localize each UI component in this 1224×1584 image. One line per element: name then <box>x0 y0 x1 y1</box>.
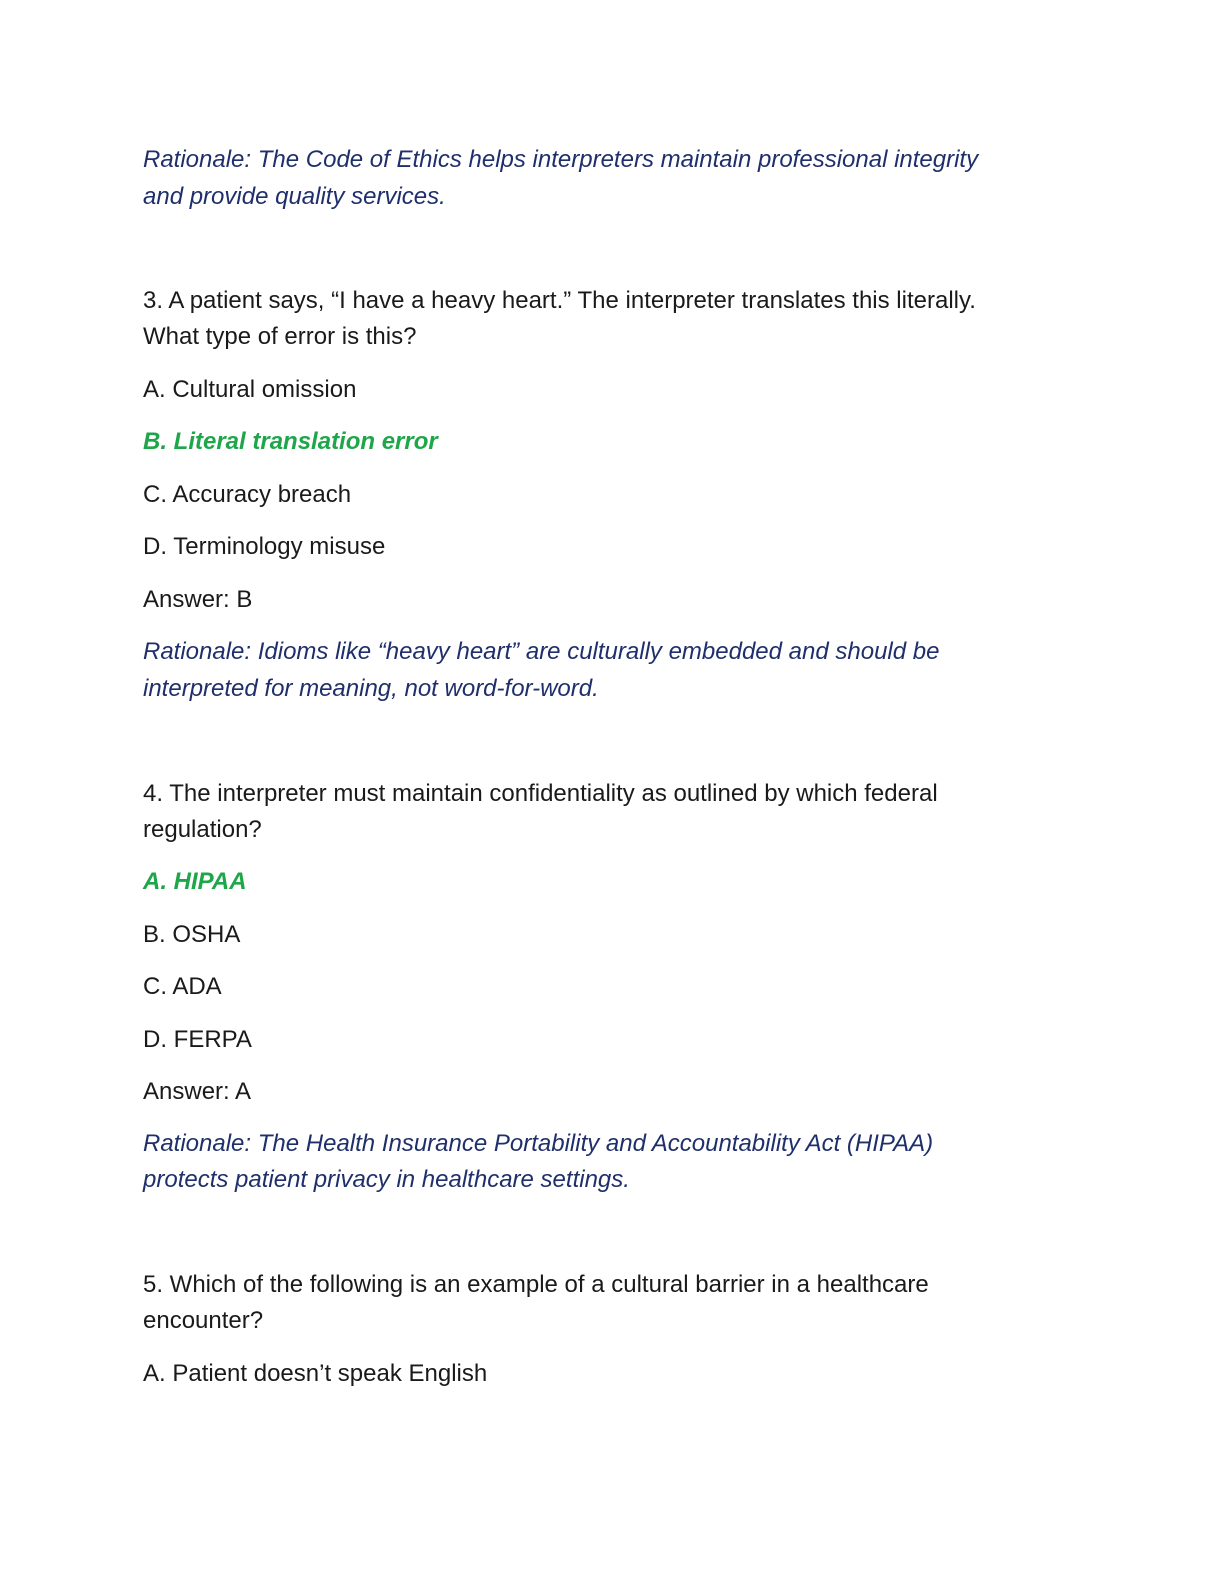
q4-option-d: D. FERPA <box>143 1026 252 1053</box>
q3-option-d: D. Terminology misuse <box>143 533 386 560</box>
q2-rationale-line-2: and provide quality services. <box>143 183 446 210</box>
q3-option-c: C. Accuracy breach <box>143 481 352 508</box>
q5-question-line-2: encounter? <box>143 1307 264 1334</box>
q4-option-b: B. OSHA <box>143 921 241 948</box>
q2-rationale-line-1: Rationale: The Code of Ethics helps interpreters maintain professional integrity <box>143 146 979 173</box>
q4-rationale-line-1: Rationale: The Health Insurance Portability and Accountability Act (HIPAA) <box>143 1130 934 1157</box>
q5-question-line-1: 5. Which of the following is an example of a cultural barrier in a healthcare <box>143 1271 929 1298</box>
q3-rationale-line-1: Rationale: Idioms like “heavy heart” are culturally embedded and should be <box>143 638 940 665</box>
q3-option-b-correct: B. Literal translation error <box>143 428 438 455</box>
q4-question-line-1: 4. The interpreter must maintain confidentiality as outlined by which federal <box>143 780 938 807</box>
q4-option-c: C. ADA <box>143 973 222 1000</box>
q3-question-line-1: 3. A patient says, “I have a heavy heart.” The interpreter translates this literally. <box>143 287 976 314</box>
q4-answer: Answer: A <box>143 1078 252 1105</box>
q3-answer: Answer: B <box>143 586 253 613</box>
q3-question-line-2: What type of error is this? <box>143 323 417 350</box>
q5-option-a: A. Patient doesn’t speak English <box>143 1360 488 1387</box>
q3-option-a: A. Cultural omission <box>143 376 357 403</box>
q4-rationale-line-2: protects patient privacy in healthcare settings. <box>143 1166 630 1193</box>
q4-option-a-correct: A. HIPAA <box>143 868 247 895</box>
document-page <box>143 0 1063 1584</box>
q3-rationale-line-2: interpreted for meaning, not word-for-word. <box>143 675 599 702</box>
q4-question-line-2: regulation? <box>143 816 262 843</box>
